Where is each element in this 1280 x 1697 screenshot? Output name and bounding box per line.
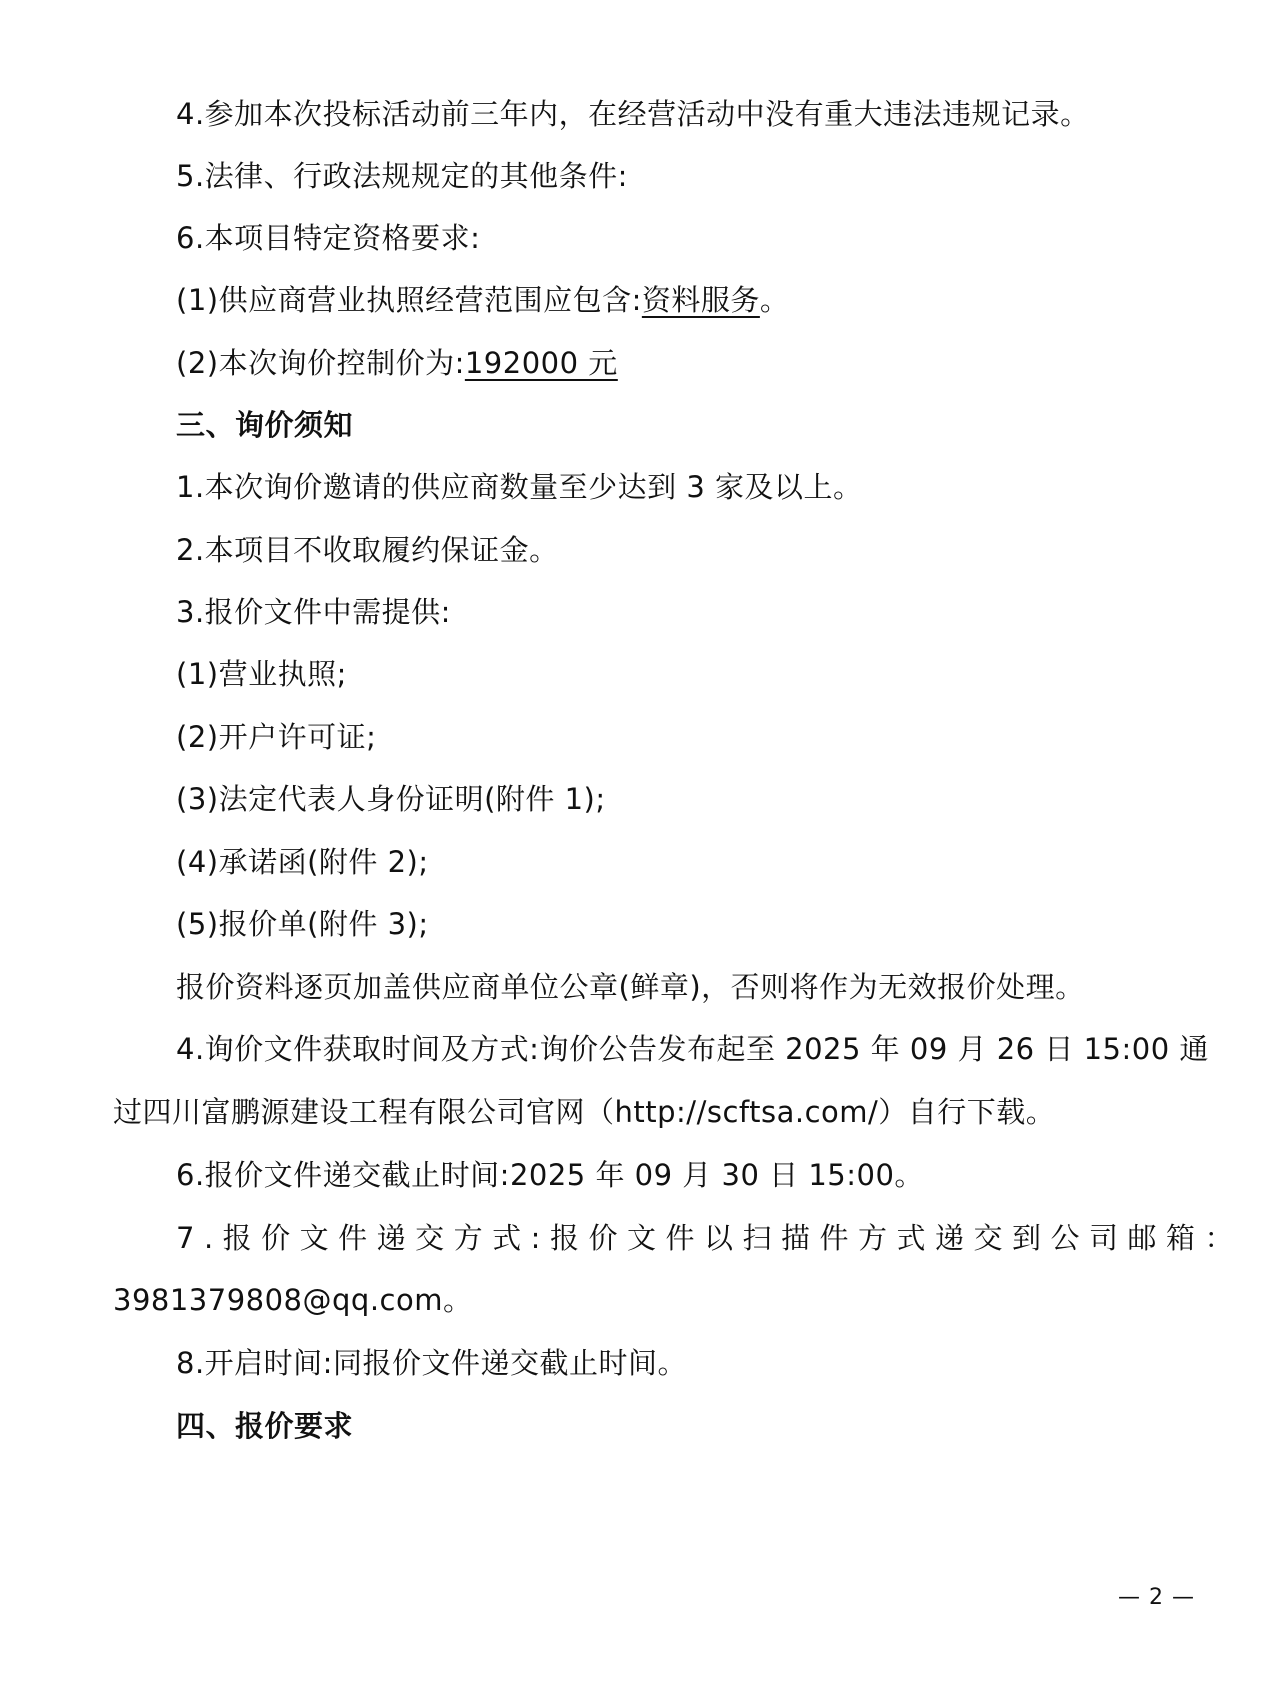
notice-item-8: 8.开启时间:同报价文件递交截止时间。 — [176, 1346, 687, 1380]
notice-item-4-line-2: 过四川富鹏源建设工程有限公司官网（http://scftsa.com/）自行下载。 — [113, 1095, 1056, 1129]
notice-item-6: 6.报价文件递交截止时间:2025 年 09 月 30 日 15:00。 — [176, 1158, 924, 1192]
required-doc-2: (2)开户许可证; — [176, 720, 377, 754]
notice-item-1: 1.本次询价邀请的供应商数量至少达到 3 家及以上。 — [176, 470, 863, 504]
required-doc-3: (3)法定代表人身份证明(附件 1); — [176, 782, 606, 816]
section-4-heading: 四、报价要求 — [176, 1409, 354, 1443]
business-scope-suffix: 。 — [759, 283, 790, 317]
requirement-item-6-1 — [176, 280, 789, 320]
control-price-label: (2)本次询价控制价为: — [176, 346, 465, 380]
requirement-item-5: 5.法律、行政法规规定的其他条件: — [176, 159, 628, 193]
required-doc-1: (1)营业执照; — [176, 657, 347, 691]
requirement-item-6: 6.本项目特定资格要求: — [176, 221, 481, 255]
business-scope-value: 资料服务 — [641, 283, 760, 317]
stamp-note: 报价资料逐页加盖供应商单位公章(鲜章)，否则将作为无效报价处理。 — [176, 970, 1085, 1004]
notice-item-3: 3.报价文件中需提供: — [176, 595, 451, 629]
notice-item-2: 2.本项目不收取履约保证金。 — [176, 533, 559, 567]
control-price-value: 192000 元 — [464, 346, 618, 380]
requirement-item-4: 4.参加本次投标活动前三年内，在经营活动中没有重大违法违规记录。 — [176, 97, 1090, 131]
required-doc-5: (5)报价单(附件 3); — [176, 907, 429, 941]
submission-email: 3981379808@qq.com。 — [113, 1283, 473, 1317]
section-3-heading: 三、询价须知 — [176, 408, 354, 442]
requirement-item-6-2 — [176, 343, 618, 383]
notice-item-7-line-1: 7.报价文件递交方式:报价文件以扫描件方式递交到公司邮箱： — [176, 1221, 1243, 1255]
notice-item-4-line-1: 4.询价文件获取时间及方式:询价公告发布起至 2025 年 09 月 26 日 15:00 通 — [176, 1032, 1209, 1066]
page-number: — 2 — — [1118, 1585, 1195, 1610]
business-scope-label: (1)供应商营业执照经营范围应包含: — [176, 283, 642, 317]
required-doc-4: (4)承诺函(附件 2); — [176, 845, 429, 879]
